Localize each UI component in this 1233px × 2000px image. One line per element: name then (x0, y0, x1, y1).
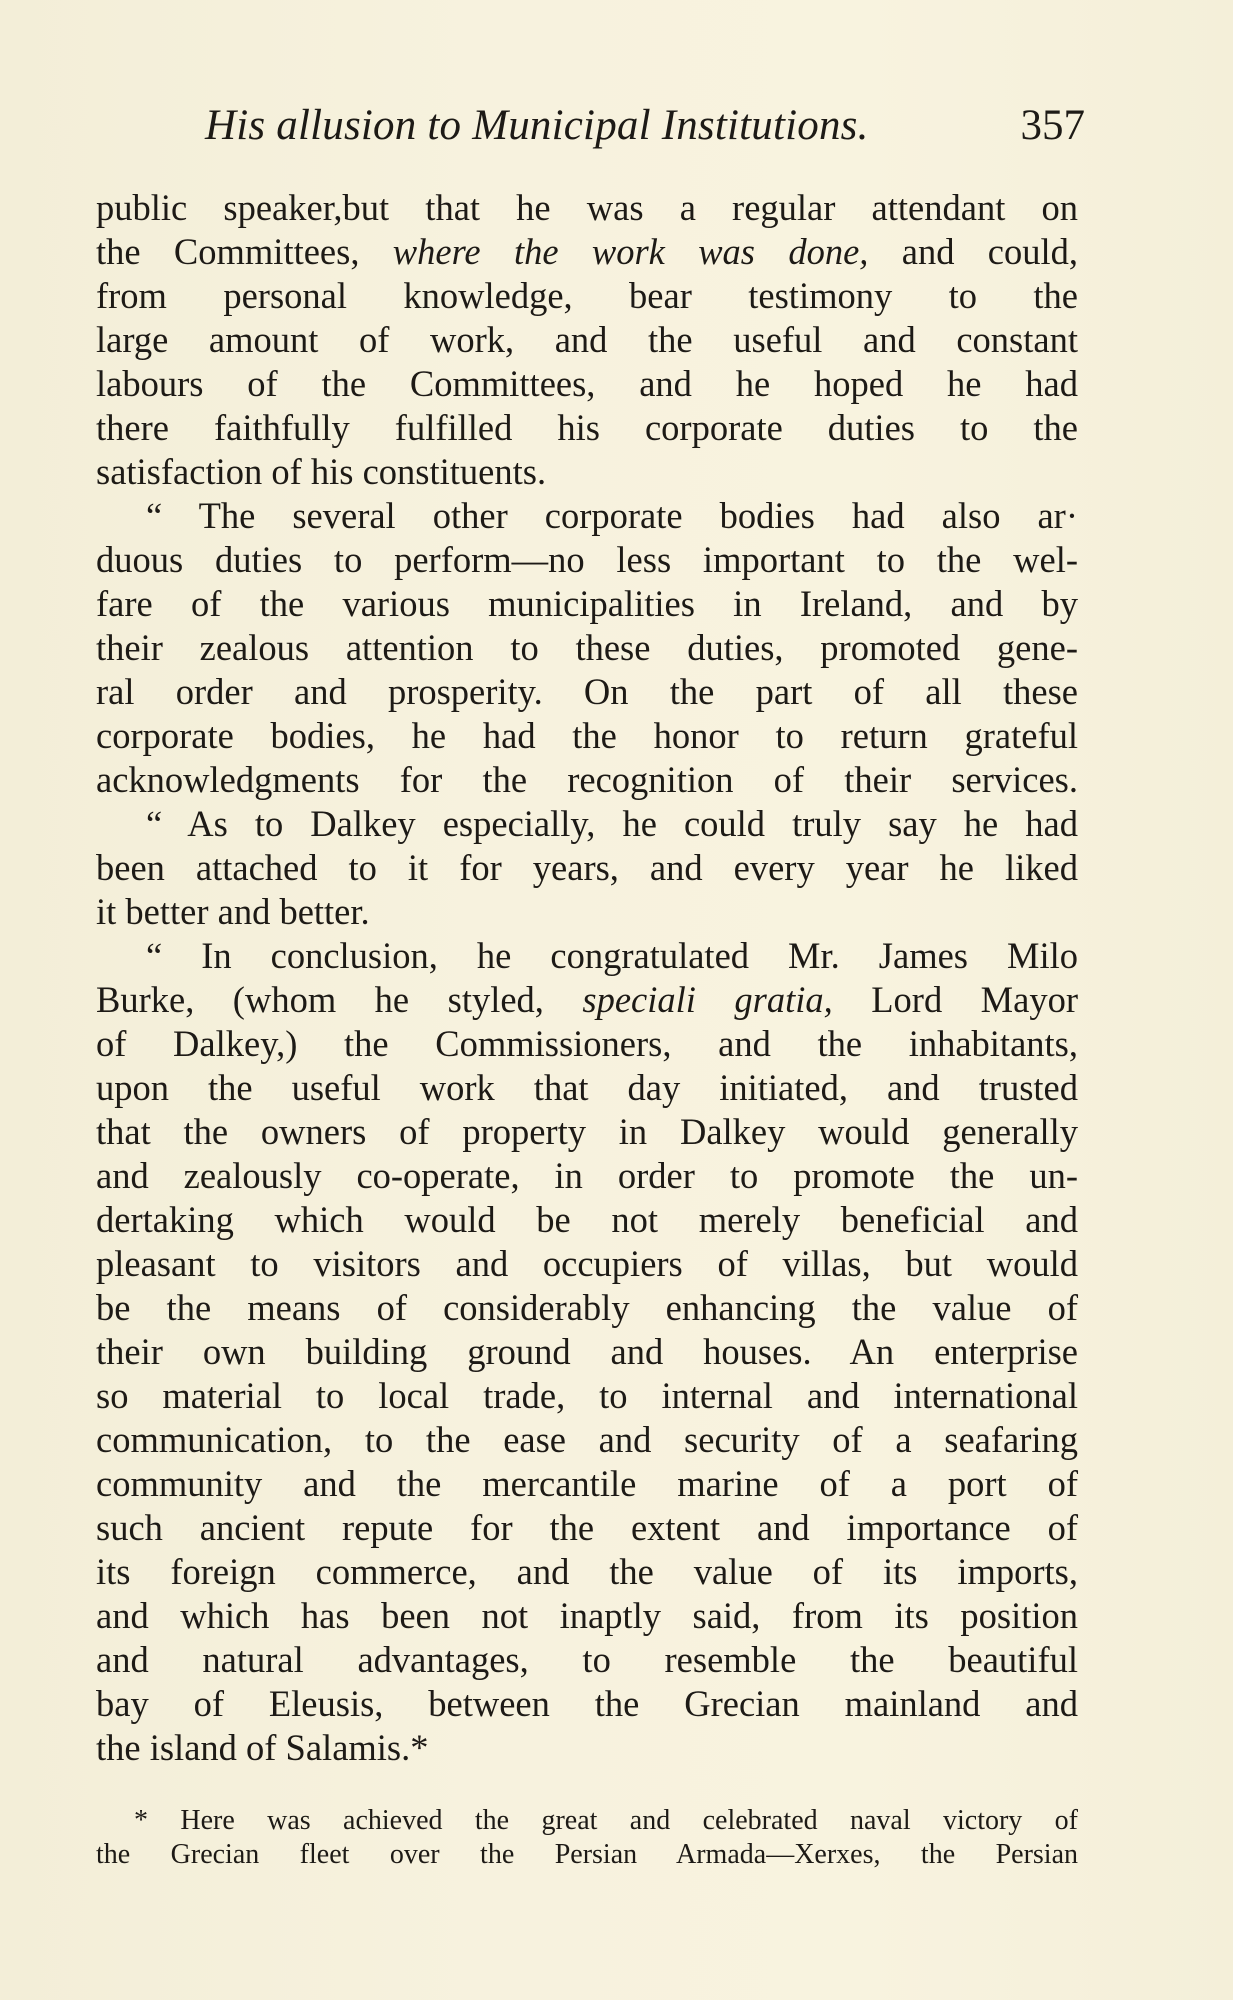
text-line (96, 230, 1078, 274)
text-line: its foreign commerce, and the value of its imports, (96, 1551, 1078, 1592)
running-title: His allusion to Municipal Institutions. (205, 102, 869, 149)
text-line: pleasant to visitors and occupiers of villas, but would (96, 1243, 1078, 1284)
text-line: be the means of considerably enhancing the value of (96, 1287, 1078, 1328)
text-segment: the Committees, (96, 231, 393, 272)
text-line: duous duties to perform—no less important to the wel- (96, 539, 1078, 580)
text-line: dertaking which would be not merely beneficial and (96, 1199, 1078, 1240)
text-line: satisfaction of his constituents. (96, 451, 547, 492)
text-line: and which has been not inaptly said, from its position (96, 1595, 1078, 1636)
text-line: and natural advantages, to resemble the beautiful (96, 1639, 1078, 1680)
text-line: community and the mercantile marine of a port of (96, 1463, 1078, 1504)
text-line: of Dalkey,) the Commissioners, and the inhabitants, (96, 1023, 1078, 1064)
text-line: fare of the various municipalities in Ireland, and by (96, 583, 1078, 624)
text-line: their zealous attention to these duties, promoted gene- (96, 627, 1078, 668)
text-line: large amount of work, and the useful and constant (96, 319, 1078, 360)
italic-phrase: where the work was done, (392, 231, 869, 272)
text-line: their own building ground and houses. An enterprise (96, 1331, 1078, 1372)
text-line: corporate bodies, he had the honor to return grateful (96, 715, 1078, 756)
text-line: bay of Eleusis, between the Grecian mainland and (96, 1683, 1078, 1724)
text-line: and zealously co-operate, in order to promote the un- (96, 1155, 1078, 1196)
text-line: so material to local trade, to internal and international (96, 1375, 1078, 1416)
footnote-line: * Here was achieved the great and celebrated naval victory of (134, 1805, 1078, 1836)
text-line: there faithfully fulfilled his corporate duties to the (96, 407, 1078, 448)
text-line: labours of the Committees, and he hoped he had (96, 363, 1078, 404)
text-line: “ The several other corporate bodies had also ar· (146, 495, 1078, 536)
text-line: communication, to the ease and security of a seafaring (96, 1419, 1078, 1460)
text-line: the island of Salamis.* (96, 1727, 429, 1768)
text-line: public speaker,but that he was a regular attendant on (96, 187, 1078, 228)
italic-phrase: speciali gratia, (582, 979, 833, 1020)
text-line: from personal knowledge, bear testimony to the (96, 275, 1078, 316)
text-segment: and could, (868, 231, 1078, 272)
text-line: that the owners of property in Dalkey would generally (96, 1111, 1078, 1152)
footnote-line: the Grecian fleet over the Persian Armada—Xerxes, the Persian (96, 1839, 1078, 1870)
text-line: such ancient repute for the extent and importance of (96, 1507, 1078, 1548)
text-line: acknowledgments for the recognition of their services. (96, 759, 1078, 800)
body-text (96, 186, 1078, 1770)
text-line: ral order and prosperity. On the part of all these (96, 671, 1078, 712)
page-number: 357 (1020, 102, 1085, 149)
text-line (96, 978, 1078, 1022)
text-segment: Burke, (whom he styled, (96, 979, 583, 1020)
text-line: been attached to it for years, and every year he liked (96, 847, 1078, 888)
text-line: “ As to Dalkey especially, he could truly say he had (146, 803, 1078, 844)
text-line: upon the useful work that day initiated, and trusted (96, 1067, 1078, 1108)
footnote (96, 1804, 1078, 1872)
text-line: it better and better. (96, 891, 370, 932)
running-head (205, 96, 1085, 156)
text-segment: Lord Mayor (832, 979, 1078, 1020)
text-line: “ In conclusion, he congratulated Mr. James Milo (146, 935, 1078, 976)
